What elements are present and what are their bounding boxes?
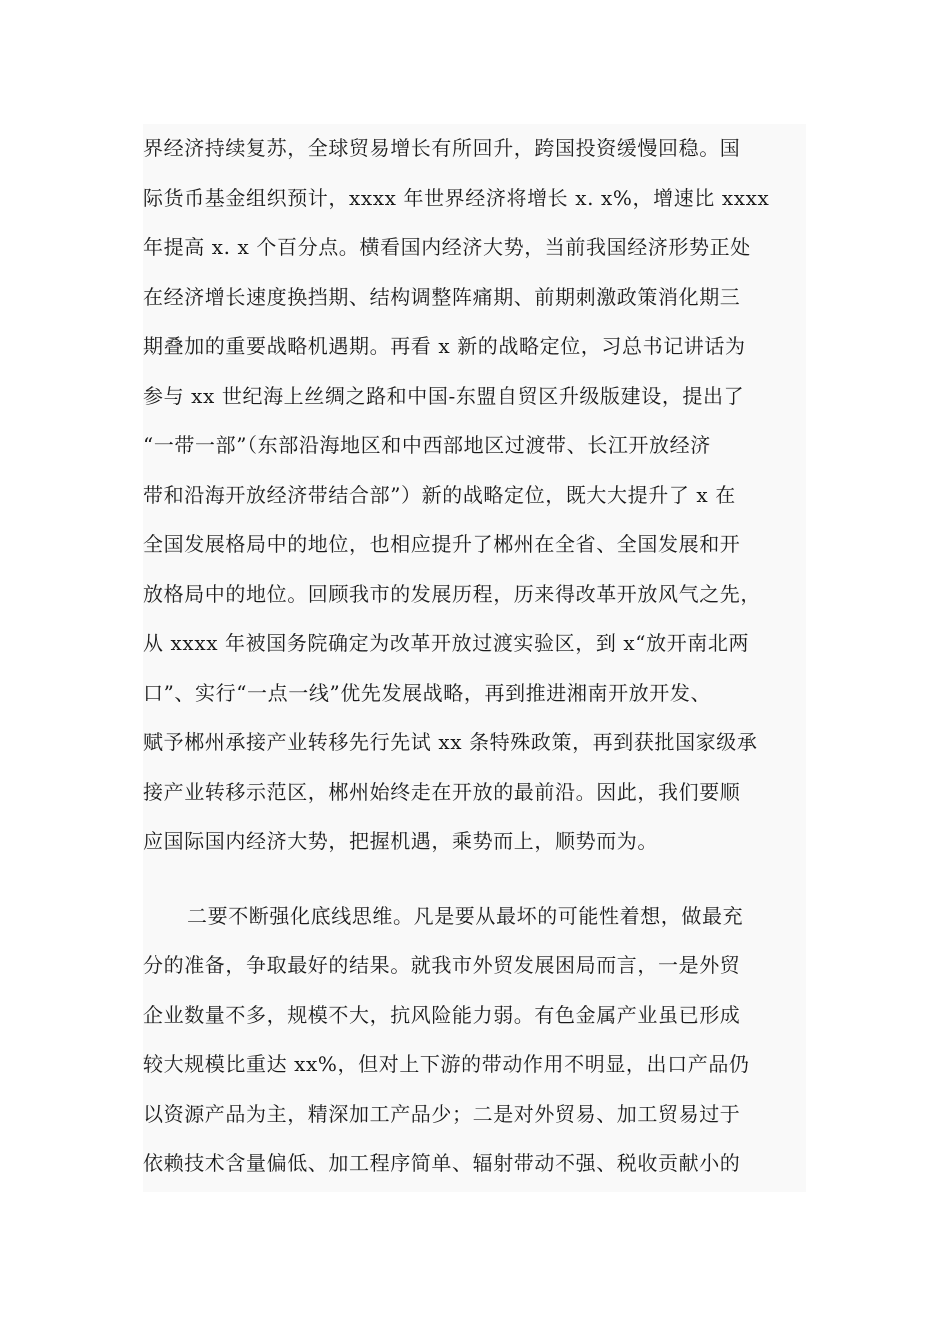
text-line: 二要不断强化底线思维。凡是要从最坏的可能性着想，做最充 [187, 903, 744, 928]
document-body [143, 124, 806, 1192]
text-line: 放格局中的地位。回顾我市的发展历程，历来得改革开放风气之先， [143, 581, 761, 606]
text-line: 接产业转移示范区，郴州始终走在开放的最前沿。因此，我们要顺 [143, 779, 741, 804]
text-line: 在经济增长速度换挡期、结构调整阵痛期、前期刺激政策消化期三 [143, 284, 741, 309]
text-line: 从 xxxx 年被国务院确定为改革开放过渡实验区，到 x“放开南北两 [143, 631, 750, 655]
text-line: 企业数量不多，规模不大，抗风险能力弱。有色金属产业虽已形成 [143, 1002, 741, 1027]
text-line: 际货币基金组织预计，xxxx 年世界经济将增长 x. x%，增速比 xxxx [143, 185, 770, 210]
paragraph-2 [143, 892, 806, 1189]
text-line: “一带一部”（东部沿海地区和中西部地区过渡带、长江开放经济 [143, 433, 711, 457]
text-line: 带和沿海开放经济带结合部”）新的战略定位，既大大提升了 x 在 [143, 482, 736, 507]
text-line: 依赖技术含量偏低、加工程序简单、辐射带动不强、税收贡献小的 [143, 1151, 741, 1175]
text-line: 年提高 x. x 个百分点。横看国内经济大势，当前我国经济形势正处 [143, 235, 751, 259]
text-line: 期叠加的重要战略机遇期。再看 x 新的战略定位，习总书记讲话为 [143, 334, 746, 358]
paragraph-spacer [143, 867, 806, 892]
text-line: 分的准备，争取最好的结果。就我市外贸发展困局而言，一是外贸 [143, 953, 741, 977]
paragraph-1 [143, 124, 806, 867]
text-line: 较大规模比重达 xx%，但对上下游的带动作用不明显，出口产品仍 [143, 1052, 750, 1076]
text-line: 应国际国内经济大势，把握机遇，乘势而上，顺势而为。 [143, 829, 658, 853]
text-line: 口”、实行“一点一线”优先发展战略，再到推进湘南开放开发、 [143, 680, 712, 705]
text-line: 界经济持续复苏，全球贸易增长有所回升，跨国投资缓慢回稳。国 [143, 136, 741, 160]
text-line: 赋予郴州承接产业转移先行先试 xx 条特殊政策，再到获批国家级承 [143, 730, 758, 754]
text-line: 参与 xx 世纪海上丝绸之路和中国-东盟自贸区升级版建设，提出了 [143, 383, 745, 408]
text-line: 以资源产品为主，精深加工产品少；二是对外贸易、加工贸易过于 [143, 1101, 741, 1126]
text-line: 全国发展格局中的地位，也相应提升了郴州在全省、全国发展和开 [143, 532, 741, 556]
